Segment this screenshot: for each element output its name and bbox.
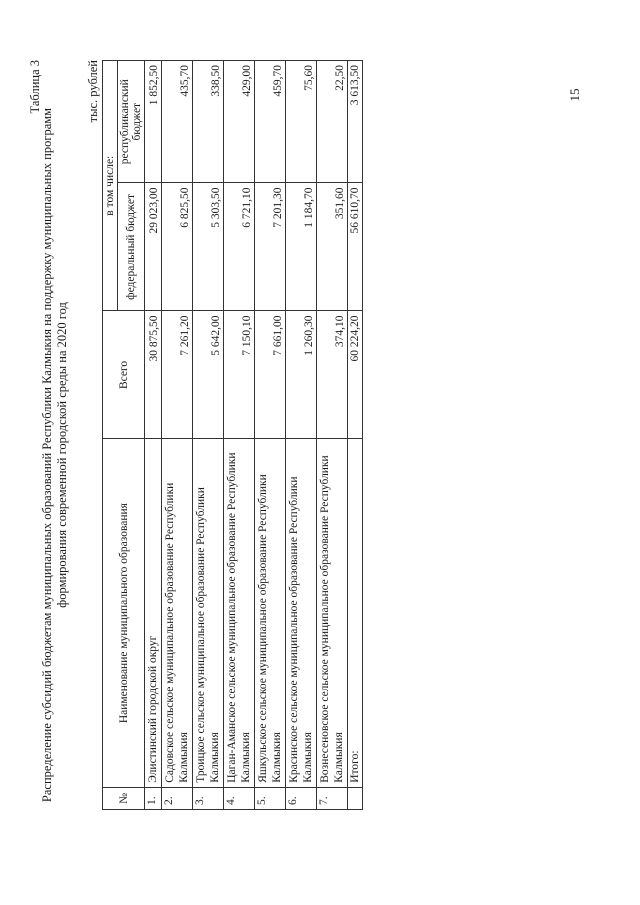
header-federal: федеральный бюджет [118, 183, 145, 311]
total-index [348, 787, 363, 809]
unit-label: тыс. рублей [86, 60, 100, 123]
row-total: 7 261,20 [162, 311, 193, 439]
row-federal: 7 201,30 [255, 183, 286, 311]
row-republic: 1 852,50 [145, 61, 162, 183]
row-total: 7 661,00 [255, 311, 286, 439]
table-row [193, 61, 224, 810]
row-federal: 29 023,00 [145, 183, 162, 311]
total-republic: 3 613,50 [348, 61, 363, 183]
header-row [103, 61, 118, 810]
table-caption [40, 60, 70, 850]
row-name: Троицкое сельское муниципальное образование Республики Калмыкия [193, 439, 224, 787]
row-name: Элистинский городской округ [145, 439, 162, 787]
table-row [286, 61, 317, 810]
total-federal: 56 610,70 [348, 183, 363, 311]
row-republic: 22,50 [317, 61, 348, 183]
row-federal: 6 825,50 [162, 183, 193, 311]
row-total: 1 260,30 [286, 311, 317, 439]
row-republic: 429,00 [224, 61, 255, 183]
row-index: 5. [255, 787, 286, 809]
subsidy-table [102, 60, 363, 810]
page-number: 15 [567, 88, 582, 102]
table-label: Таблица 3 [28, 60, 42, 114]
row-name: Садовское сельское муниципальное образование Республики Калмыкия [162, 439, 193, 787]
rotated-page-content [28, 60, 388, 850]
row-index: 7. [317, 787, 348, 809]
header-including: в том числе: [103, 61, 118, 311]
row-total: 7 150,10 [224, 311, 255, 439]
total-row [348, 61, 363, 810]
row-index: 4. [224, 787, 255, 809]
row-name: Яшкульское сельское муниципальное образование Республики Калмыкия [255, 439, 286, 787]
row-index: 1. [145, 787, 162, 809]
table-row [317, 61, 348, 810]
header-total: Всего [103, 311, 145, 439]
table-row [162, 61, 193, 810]
row-federal: 5 303,50 [193, 183, 224, 311]
row-republic: 338,50 [193, 61, 224, 183]
header-republic: республиканский бюджет [118, 61, 145, 183]
row-republic: 435,70 [162, 61, 193, 183]
table-row [224, 61, 255, 810]
row-index: 3. [193, 787, 224, 809]
header-name: Наименование муниципального образования [103, 439, 145, 787]
table-row [145, 61, 162, 810]
row-federal: 351,60 [317, 183, 348, 311]
row-total: 374,10 [317, 311, 348, 439]
caption-line-2: формирования современной городской среды на 2020 год [55, 302, 69, 608]
row-republic: 75,60 [286, 61, 317, 183]
row-name: Вознесеновское сельское муниципальное образование Республики Калмыкия [317, 439, 348, 787]
row-federal: 6 721,10 [224, 183, 255, 311]
row-total: 5 642,00 [193, 311, 224, 439]
row-index: 6. [286, 787, 317, 809]
row-federal: 1 184,70 [286, 183, 317, 311]
table-row [255, 61, 286, 810]
row-name: Цаган-Аманское сельское муниципальное образование Республики Калмыкия [224, 439, 255, 787]
total-label: Итого: [348, 439, 363, 787]
row-index: 2. [162, 787, 193, 809]
row-total: 30 875,50 [145, 311, 162, 439]
header-number: № [103, 787, 145, 809]
row-republic: 459,70 [255, 61, 286, 183]
caption-line-1: Распределение субсидий бюджетам муниципальных образований Республики Калмыкия на поддержку муниципальных программ [40, 107, 54, 803]
total-sum: 60 224,20 [348, 311, 363, 439]
row-name: Красинское сельское муниципальное образование Республики Калмыкия [286, 439, 317, 787]
